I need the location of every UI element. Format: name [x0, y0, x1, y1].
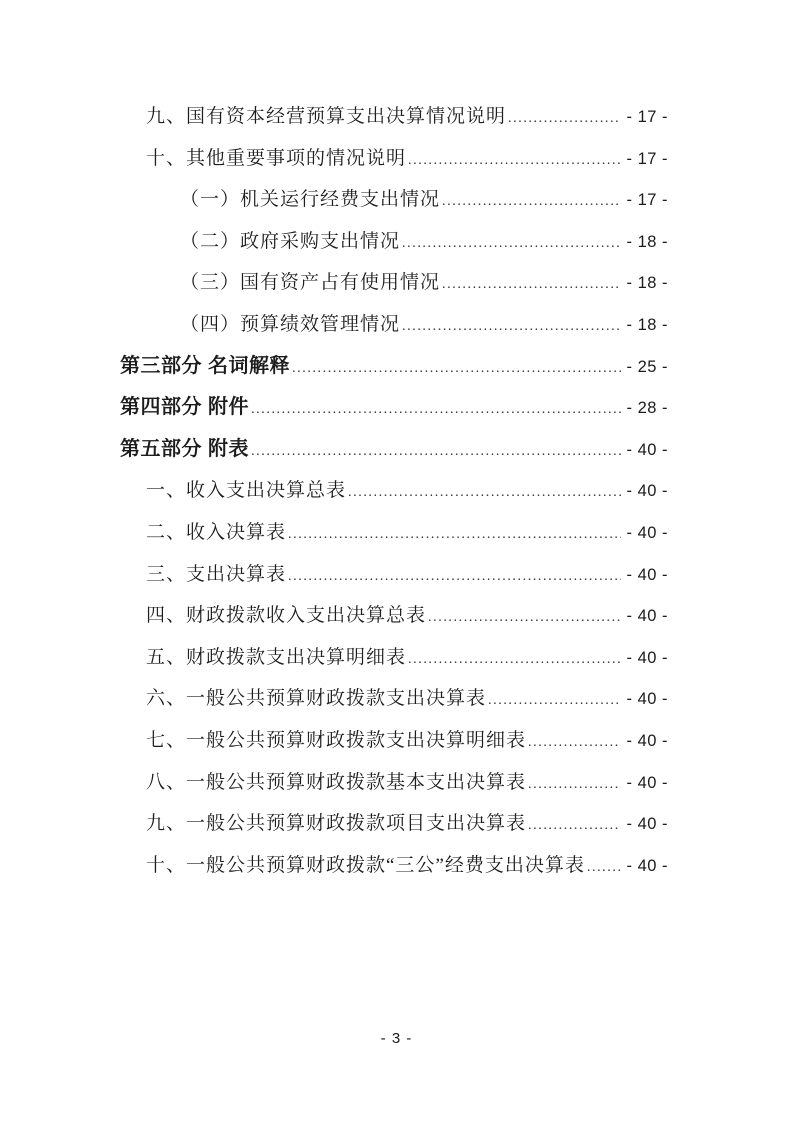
- toc-leader-dots: [508, 97, 621, 140]
- toc-entry: [120, 387, 668, 429]
- toc-entry-title: 第三部分 名词解释: [120, 354, 291, 377]
- page-footer: [0, 1030, 793, 1048]
- toc-entry-page-number: - 18 -: [626, 232, 668, 251]
- toc-leader-dots: [528, 763, 621, 806]
- page-number: - 3 -: [380, 1030, 413, 1047]
- toc-entry-page-number: - 40 -: [626, 731, 668, 750]
- toc-entry: [120, 138, 668, 180]
- toc-entry-page-number: - 40 -: [626, 607, 668, 626]
- toc-entry-page-number: - 18 -: [626, 315, 668, 334]
- toc-leader-dots: [348, 471, 621, 514]
- toc-entry-title: （一）机关运行经费支出情况: [180, 189, 441, 211]
- toc-entry: [120, 304, 668, 346]
- toc-entry-page-number: - 40 -: [626, 482, 668, 501]
- toc-entry: [120, 179, 668, 221]
- toc-entry: [120, 762, 668, 804]
- toc-entry-page-number: - 28 -: [626, 399, 668, 418]
- toc-entry-page-number: - 40 -: [626, 815, 668, 834]
- toc-leader-dots: [402, 305, 621, 348]
- toc-entry: [120, 595, 668, 637]
- toc-leader-dots: [428, 596, 621, 639]
- toc-entry-title: 十、其他重要事项的情况说明: [146, 147, 407, 169]
- table-of-contents: [120, 96, 668, 886]
- toc-entry: [120, 720, 668, 762]
- toc-leader-dots: [528, 804, 621, 847]
- toc-entry: [120, 470, 668, 512]
- toc-entry-title: 第五部分 附表: [120, 437, 250, 460]
- toc-entry-page-number: - 40 -: [626, 565, 668, 584]
- toc-entry-title: 四、财政拨款收入支出决算总表: [146, 605, 427, 627]
- toc-entry: [120, 678, 668, 720]
- toc-entry-page-number: - 40 -: [626, 690, 668, 709]
- toc-entry: [120, 554, 668, 596]
- toc-leader-dots: [402, 222, 621, 265]
- toc-entry: [120, 512, 668, 554]
- toc-entry: [120, 637, 668, 679]
- toc-entry: [120, 845, 668, 887]
- toc-entry-title: （三）国有资产占有使用情况: [180, 272, 441, 294]
- toc-entry-page-number: - 17 -: [626, 191, 668, 210]
- toc-entry-page-number: - 18 -: [626, 274, 668, 293]
- toc-entry: [120, 96, 668, 138]
- toc-entry-page-number: - 40 -: [626, 856, 668, 875]
- toc-entry-title: 六、一般公共预算财政拨款支出决算表: [146, 688, 487, 710]
- toc-leader-dots: [587, 846, 622, 889]
- toc-entry-title: 十、一般公共预算财政拨款“三公”经费支出决算表: [146, 854, 585, 876]
- toc-entry-page-number: - 40 -: [626, 523, 668, 542]
- toc-leader-dots: [288, 513, 621, 556]
- toc-leader-dots: [251, 430, 621, 473]
- toc-leader-dots: [408, 638, 621, 681]
- toc-entry-title: 九、一般公共预算财政拨款项目支出决算表: [146, 813, 527, 835]
- toc-entry-title: 二、收入决算表: [146, 521, 287, 543]
- toc-leader-dots: [251, 388, 621, 431]
- toc-leader-dots: [292, 347, 621, 390]
- toc-entry: [120, 803, 668, 845]
- toc-entry-page-number: - 40 -: [626, 773, 668, 792]
- toc-leader-dots: [528, 721, 621, 764]
- toc-leader-dots: [408, 139, 621, 182]
- toc-entry-title: 九、国有资本经营预算支出决算情况说明: [146, 106, 507, 127]
- toc-entry-title: 八、一般公共预算财政拨款基本支出决算表: [146, 771, 527, 793]
- toc-entry-page-number: - 40 -: [626, 440, 668, 459]
- toc-entry: [120, 346, 668, 388]
- toc-leader-dots: [488, 679, 621, 722]
- toc-leader-dots: [442, 263, 621, 306]
- toc-entry-title: 七、一般公共预算财政拨款支出决算明细表: [146, 729, 527, 751]
- toc-leader-dots: [288, 555, 621, 598]
- toc-entry: [120, 429, 668, 471]
- toc-entry-title: 五、财政拨款支出决算明细表: [146, 646, 407, 668]
- toc-entry-page-number: - 40 -: [626, 648, 668, 667]
- toc-entry: [120, 221, 668, 263]
- toc-entry-title: （二）政府采购支出情况: [180, 230, 401, 252]
- toc-entry-page-number: - 25 -: [626, 357, 668, 376]
- toc-leader-dots: [442, 180, 621, 223]
- toc-entry: [120, 262, 668, 304]
- toc-entry-title: 三、支出决算表: [146, 563, 287, 585]
- toc-entry-title: （四）预算绩效管理情况: [180, 313, 401, 335]
- toc-entry-title: 一、收入支出决算总表: [146, 480, 347, 502]
- toc-entry-page-number: - 17 -: [626, 108, 668, 126]
- toc-entry-title: 第四部分 附件: [120, 396, 250, 419]
- toc-entry-page-number: - 17 -: [626, 149, 668, 168]
